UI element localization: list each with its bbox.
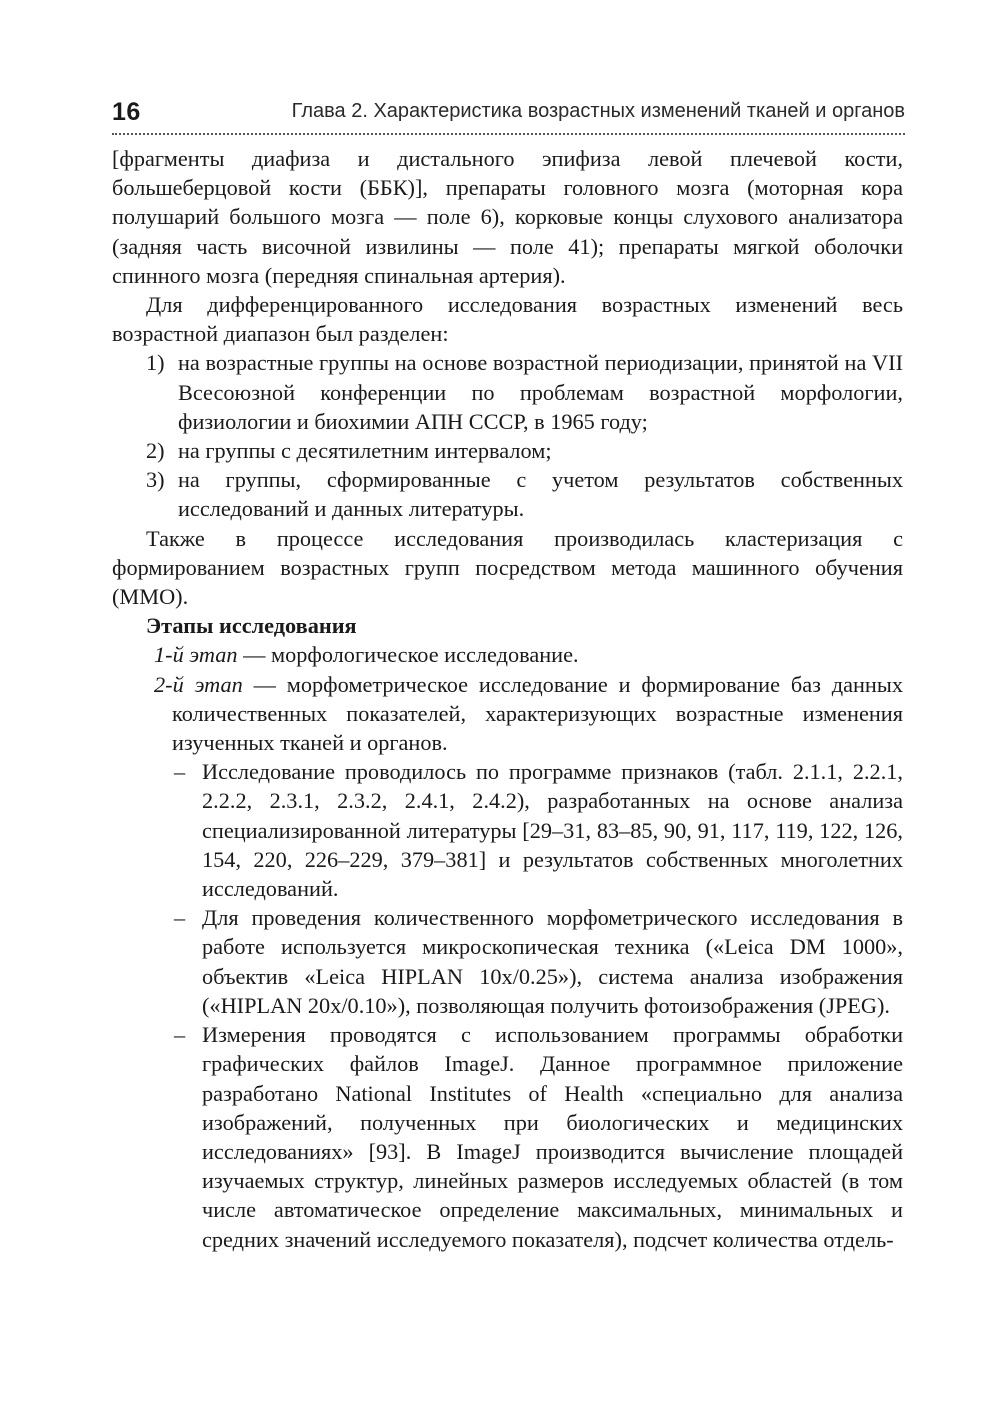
stage-item	[112, 670, 903, 758]
chapter-title: Глава 2. Характеристика возрастных изменений тканей и органов	[291, 100, 905, 122]
stage-text: — морфологическое исследование.	[237, 642, 579, 668]
header-dotted-rule	[112, 133, 905, 135]
dash-list-item	[112, 903, 903, 1020]
list-item-text: на группы с десятилетним интервалом;	[178, 438, 552, 464]
stage-item	[112, 640, 903, 669]
dash-item-text: Исследование проводилось по программе признаков (табл. 2.1.1, 2.2.1, 2.2.2, 2.3.1, 2.3.2, 2.4.1, 2.4.2), разработанных на основе анализа специализированной литературы [29–31, 83–85, 90, 91, 117, 119, 122, 126, 154, 220, 226–229, 379–381] и результатов собственных многолетних исследований.	[202, 759, 903, 902]
paragraph-clustering: Также в процессе исследования производилась кластеризация с формированием возрастных групп посредством метода машинного обучения (ММО).	[112, 525, 903, 610]
dash-list-item	[112, 1020, 903, 1254]
list-number: 3)	[146, 467, 165, 493]
list-item	[112, 348, 903, 436]
dash-item-text: Для проведения количественного морфометрического исследования в работе используется микроскопическая техника («Leica DM 1000», объектив «Leica HIPLAN 10x/0.25»), система анализа изображения («HIPLAN 20x/0.10»), позволяющая получить фотоизображения (JPEG).	[202, 905, 903, 1018]
dash-marker: –	[174, 1022, 186, 1048]
page-number: 16	[112, 98, 141, 126]
stage-label: 1-й этап	[154, 642, 238, 668]
paragraph-age-range: Для дифференцированного исследования возрастных изменений весь возрастной диапазон был разделен:	[112, 292, 903, 347]
stage-text: — морфометрическое исследование и формирование баз данных количественных показателей, характеризующих возрастные изменения изученных тканей и органов.	[172, 671, 903, 756]
paragraph-continuation: [фрагменты диафиза и дистального эпифиза левой плечевой кости, большеберцовой кости (ББК)], препараты головного мозга (моторная кора полушарий большого мозга — поле 6), корковые концы слухового анализатора (задняя часть височной извилины — поле 41); препараты мягкой оболочки спинного мозга (передняя спинальная артерия).	[112, 146, 903, 288]
page-body	[112, 144, 903, 1254]
dash-marker: –	[174, 905, 186, 931]
list-item-text: на группы, сформированные с учетом результатов собственных исследований и данных литературы.	[178, 467, 903, 522]
stage-label: 2-й этап	[154, 671, 243, 697]
dash-marker: –	[174, 759, 186, 785]
list-item	[112, 465, 903, 523]
section-heading: Этапы исследования	[146, 613, 357, 639]
list-item	[112, 436, 903, 465]
dash-item-text: Измерения проводятся с использованием программы обработки графических файлов ImageJ. Данное программное приложение разработано National Institutes of Health «специально для анализа изображений, полученных при биологических и медицинских исследованиях» [93]. В ImageJ производится вычисление площадей изучаемых структур, линейных размеров исследуемых областей (в том числе автоматическое определение максимальных, минимальных и средних значений исследуемого показателя), подсчет количества отдель-	[202, 1022, 903, 1252]
dash-list-item	[112, 757, 903, 903]
list-item-text: на возрастные группы на основе возрастной периодизации, принятой на VII Всесоюзной конференции по проблемам возрастной морфологии, физиологии и биохимии АПН СССР, в 1965 году;	[178, 350, 903, 434]
list-number: 1)	[146, 350, 165, 376]
list-number: 2)	[146, 438, 165, 464]
running-head	[112, 98, 905, 132]
